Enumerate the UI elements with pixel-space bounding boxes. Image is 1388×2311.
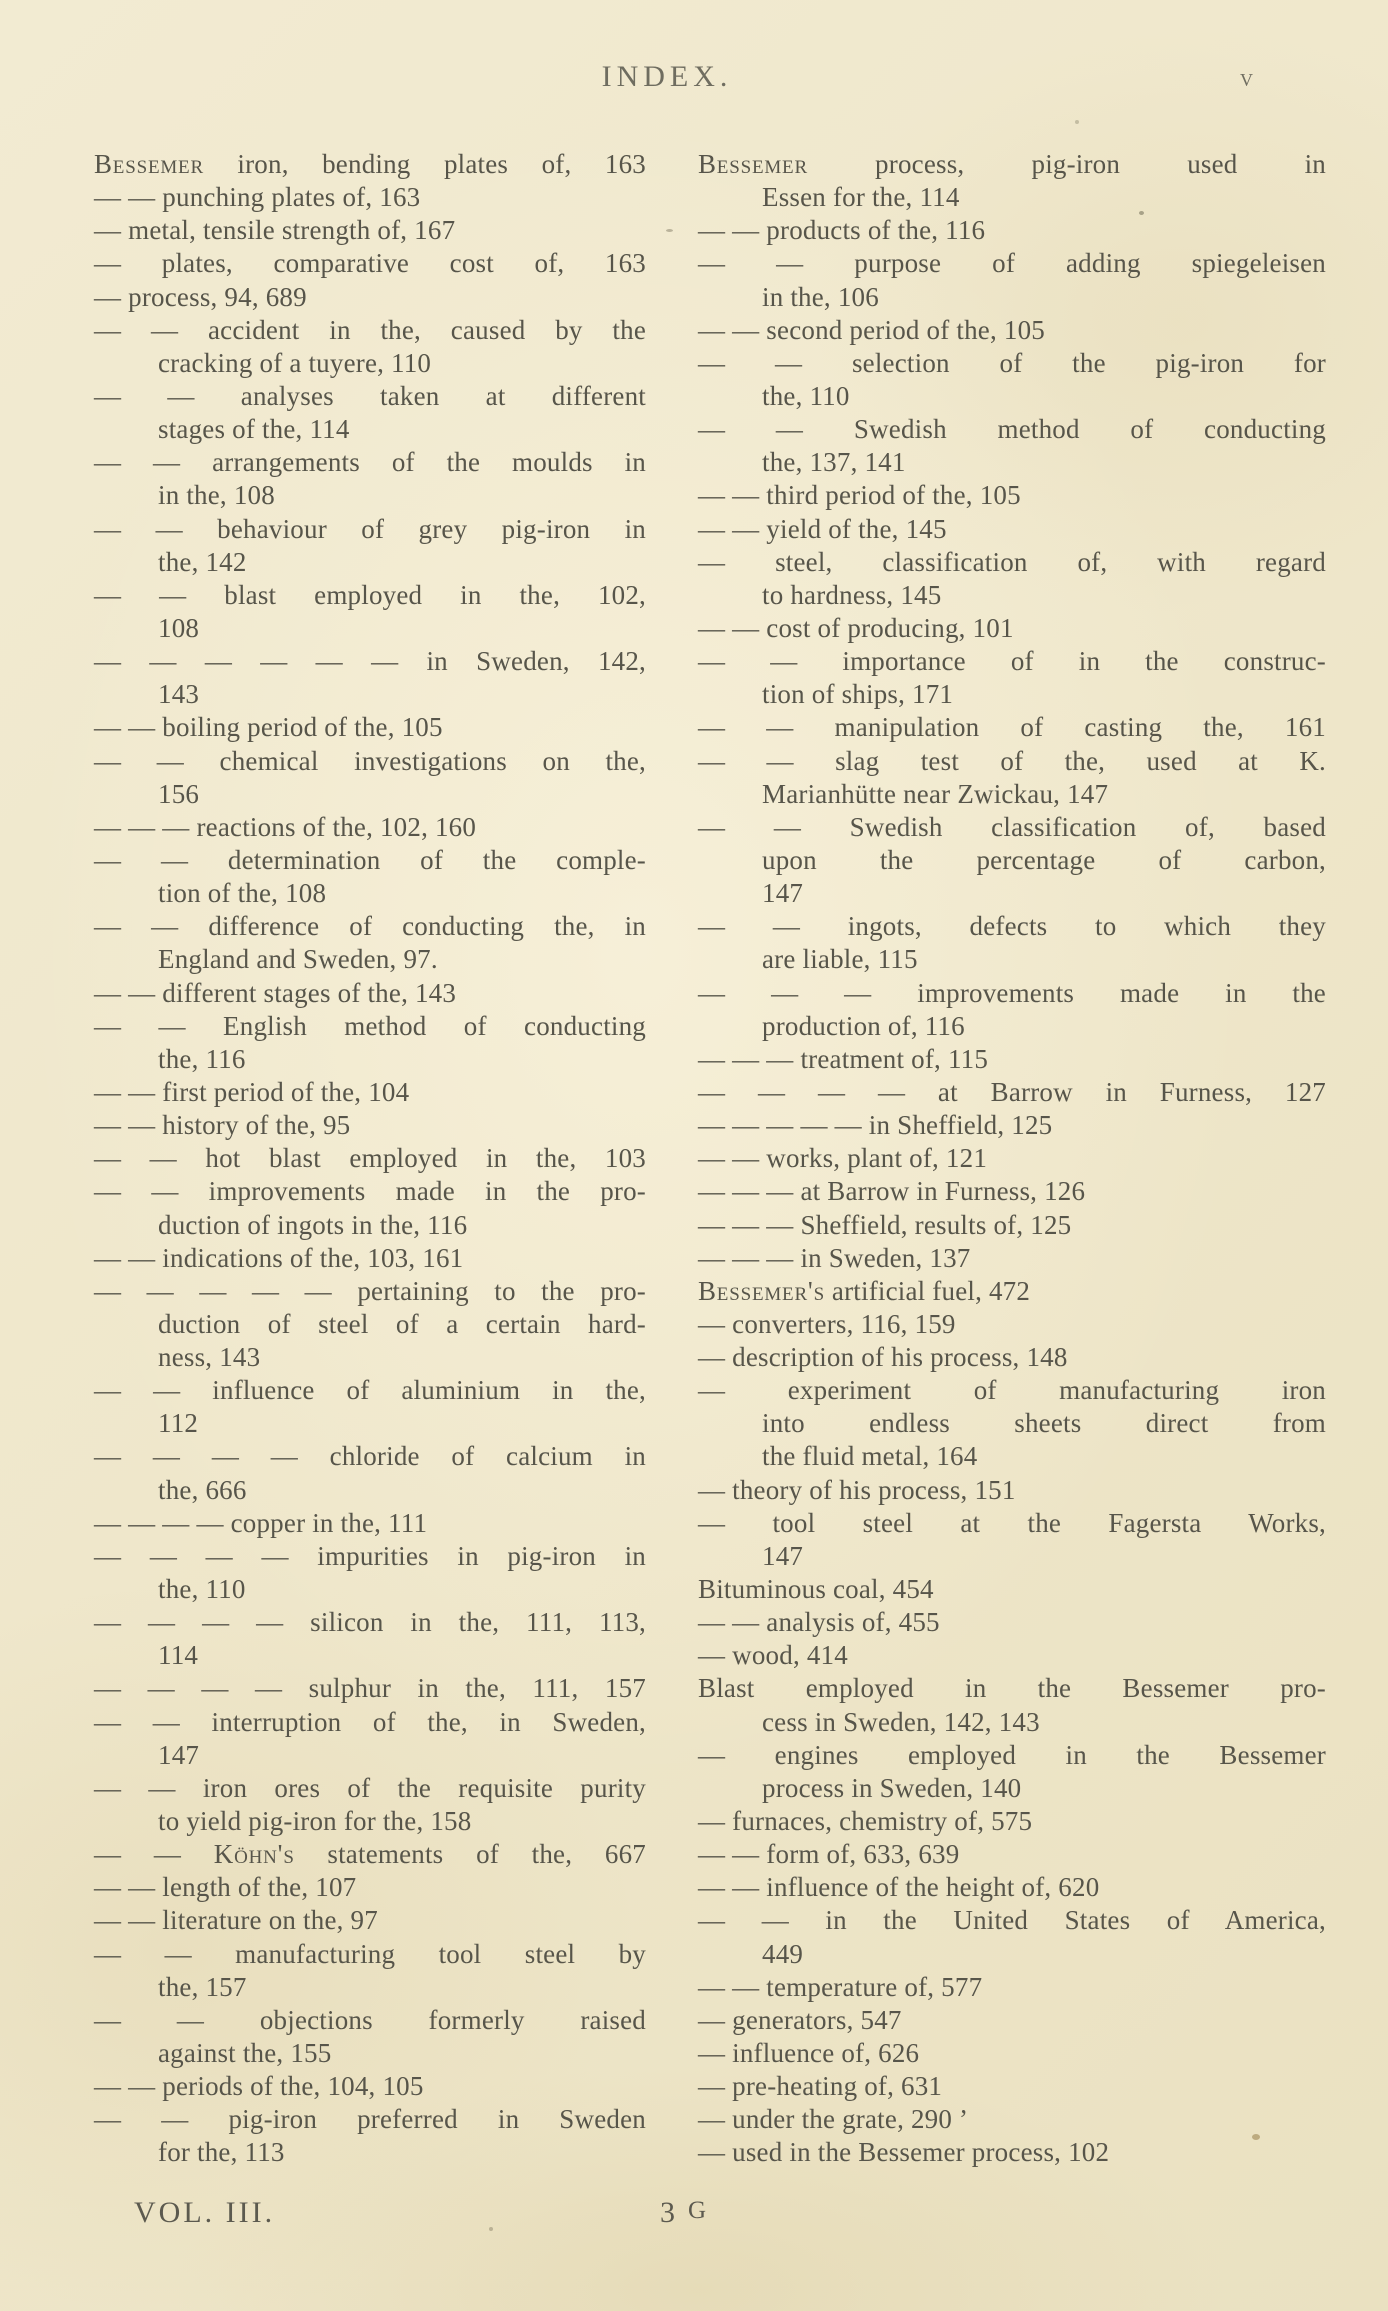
index-line: — — chemical investigations on the,	[94, 745, 646, 776]
index-line	[698, 148, 1326, 181]
page-number: v	[1240, 63, 1253, 92]
small-caps-headword: Bessemer	[698, 149, 808, 179]
index-line	[94, 1838, 646, 1871]
index-line: 143	[158, 679, 200, 710]
index-line: the fluid metal, 164	[762, 1441, 978, 1472]
index-line: Marianhütte near Zwickau, 147	[762, 778, 1109, 809]
index-line: — — determination of the comple-	[94, 844, 646, 875]
index-line: — process, 94, 689	[94, 281, 307, 312]
index-line: — tool steel at the Fagersta Works,	[698, 1507, 1326, 1538]
index-line: duction of ingots in the, 116	[158, 1209, 468, 1240]
index-line: — — in the United States of America,	[698, 1905, 1326, 1936]
index-line: — — products of the, 116	[698, 215, 986, 246]
index-line: to hardness, 145	[762, 579, 942, 610]
index-line: the, 666	[158, 1474, 247, 1505]
index-line: — — English method of conducting	[94, 1010, 646, 1041]
index-line: — — ingots, defects to which they	[698, 911, 1326, 942]
index-line: — — — — — — in Sweden, 142,	[94, 646, 646, 677]
index-line: — — indications of the, 103, 161	[94, 1242, 464, 1273]
index-line: cess in Sweden, 142, 143	[762, 1706, 1040, 1737]
index-line: 147	[762, 878, 804, 909]
index-line: — — — — sulphur in the, 111, 157	[94, 1673, 646, 1704]
index-line: for the, 113	[158, 2137, 285, 2168]
index-line: — — form of, 633, 639	[698, 1839, 960, 1870]
index-line: upon the percentage of carbon,	[762, 844, 1326, 875]
index-line: — — second period of the, 105	[698, 314, 1045, 345]
index-line: 108	[158, 612, 200, 643]
index-line: are liable, 115	[762, 944, 918, 975]
signature-number: 3	[660, 2196, 675, 2229]
index-line: 147	[158, 1739, 200, 1770]
index-line: — — pig-iron preferred in Sweden	[94, 2104, 646, 2135]
index-line: — — — — at Barrow in Furness, 127	[698, 1076, 1326, 1107]
index-line: tion of the, 108	[158, 878, 327, 909]
index-line: — — yield of the, 145	[698, 513, 947, 544]
index-line: — — interruption of the, in Sweden,	[94, 1706, 646, 1737]
page-title: INDEX.	[601, 60, 733, 93]
index-line: — — arrangements of the moulds in	[94, 447, 646, 478]
ink-speck	[1139, 211, 1144, 215]
index-line: tion of ships, 171	[762, 679, 954, 710]
index-line: — — influence of the height of, 620	[698, 1872, 1100, 1903]
index-line: — steel, classification of, with regard	[698, 546, 1326, 577]
index-line: 112	[158, 1408, 199, 1439]
index-line: — — blast employed in the, 102,	[94, 579, 646, 610]
index-line: the, 137, 141	[762, 447, 906, 478]
index-line: ness, 143	[158, 1342, 261, 1373]
index-line: — — — — impurities in pig-iron in	[94, 1540, 646, 1571]
index-line: — — — — — in Sheffield, 125	[698, 1110, 1053, 1141]
index-line: — under the grate, 290 ’	[698, 2104, 969, 2135]
index-line: — — analyses taken at different	[94, 380, 646, 411]
index-line: stages of the, 114	[158, 414, 350, 445]
index-line: — — — reactions of the, 102, 160	[94, 811, 477, 842]
index-line: — — — in Sweden, 137	[698, 1242, 971, 1273]
ink-speck	[489, 2227, 493, 2231]
index-line: cracking of a tuyere, 110	[158, 347, 432, 378]
index-line-text: — —	[94, 1839, 214, 1870]
index-line: England and Sweden, 97.	[158, 944, 438, 975]
index-line: — — — — — pertaining to the pro-	[94, 1275, 646, 1306]
index-line: — — cost of producing, 101	[698, 612, 1014, 643]
index-line: — — analysis of, 455	[698, 1607, 940, 1638]
index-line: — — iron ores of the requisite purity	[94, 1772, 646, 1803]
small-caps-headword: Bessemer	[94, 149, 204, 179]
printers-signature	[660, 2196, 706, 2230]
index-line: — — selection of the pig-iron for	[698, 347, 1326, 378]
index-line: — — manipulation of casting the, 161	[698, 712, 1326, 743]
signature-letter: G	[688, 2197, 707, 2224]
ink-speck	[666, 229, 673, 232]
index-line: — — accident in the, caused by the	[94, 314, 646, 345]
index-line-text: process, pig-iron used in	[807, 149, 1326, 179]
volume-label: VOL. III.	[134, 2196, 276, 2229]
index-line: — — hot blast employed in the, 103	[94, 1143, 646, 1174]
index-line: — influence of, 626	[698, 2038, 920, 2069]
index-line: — experiment of manufacturing iron	[698, 1375, 1326, 1406]
index-line: — — — — silicon in the, 111, 113,	[94, 1607, 646, 1638]
index-line: Blast employed in the Bessemer pro-	[698, 1673, 1326, 1704]
index-line: — — improvements made in the pro-	[94, 1176, 646, 1207]
index-line: — — difference of conducting the, in	[94, 911, 646, 942]
index-line: — — purpose of adding spiegeleisen	[698, 248, 1326, 279]
index-line: — — slag test of the, used at K.	[698, 745, 1326, 776]
index-line: process in Sweden, 140	[762, 1772, 1022, 1803]
index-line: — description of his process, 148	[698, 1342, 1068, 1373]
index-line: — engines employed in the Bessemer	[698, 1739, 1326, 1770]
index-line: — — first period of the, 104	[94, 1076, 410, 1107]
index-line: — — influence of aluminium in the,	[94, 1375, 646, 1406]
index-line-text: artificial fuel, 472	[824, 1275, 1031, 1306]
index-line: in the, 106	[762, 281, 879, 312]
index-line: production of, 116	[762, 1010, 965, 1041]
index-line: — — — — copper in the, 111	[94, 1507, 428, 1538]
index-line: — — objections formerly raised	[94, 2004, 646, 2035]
index-line: — — — improvements made in the	[698, 977, 1326, 1008]
index-line: — — punching plates of, 163	[94, 182, 421, 213]
index-line: 449	[762, 1938, 804, 1969]
index-line: Bituminous coal, 454	[698, 1574, 934, 1605]
index-line: — converters, 116, 159	[698, 1308, 956, 1339]
index-line: the, 116	[158, 1043, 246, 1074]
index-line: — — Swedish classification of, based	[698, 811, 1326, 842]
index-line: — — third period of the, 105	[698, 480, 1021, 511]
index-line: 156	[158, 778, 200, 809]
index-line: — — behaviour of grey pig-iron in	[94, 513, 646, 544]
index-line: — wood, 414	[698, 1640, 848, 1671]
index-line: the, 110	[762, 380, 850, 411]
index-line: — — different stages of the, 143	[94, 977, 457, 1008]
index-line: — theory of his process, 151	[698, 1474, 1016, 1505]
small-caps-headword: Köhn's	[213, 1839, 295, 1870]
index-column-right	[698, 148, 1326, 2170]
index-line: — — boiling period of the, 105	[94, 712, 443, 743]
index-line: — — manufacturing tool steel by	[94, 1938, 646, 1969]
index-line: — — literature on the, 97	[94, 1905, 378, 1936]
index-line: — — works, plant of, 121	[698, 1143, 988, 1174]
index-line: duction of steel of a certain hard-	[158, 1308, 646, 1339]
index-column-left	[94, 148, 646, 2170]
index-line: — pre-heating of, 631	[698, 2071, 943, 2102]
index-line: 147	[762, 1540, 804, 1571]
index-line	[698, 1275, 1326, 1308]
index-line: — — — treatment of, 115	[698, 1043, 989, 1074]
index-line: — — — at Barrow in Furness, 126	[698, 1176, 1086, 1207]
index-line: 114	[158, 1640, 199, 1671]
index-line: the, 157	[158, 1971, 247, 2002]
index-line: — — Swedish method of conducting	[698, 414, 1326, 445]
index-line: — — — Sheffield, results of, 125	[698, 1209, 1072, 1240]
index-line: — — periods of the, 104, 105	[94, 2071, 424, 2102]
index-line-text: statements of the, 667	[294, 1839, 646, 1870]
index-line: — metal, tensile strength of, 167	[94, 215, 456, 246]
index-line: — — importance of in the construc-	[698, 646, 1326, 677]
index-line-text: iron, bending plates of, 163	[203, 149, 646, 179]
ink-speck	[1252, 2134, 1260, 2140]
index-line: the, 142	[158, 546, 247, 577]
index-line: Essen for the, 114	[762, 182, 960, 213]
index-line: — furnaces, chemistry of, 575	[698, 1806, 1033, 1837]
index-line: — — temperature of, 577	[698, 1971, 983, 2002]
index-line: — — history of the, 95	[94, 1110, 351, 1141]
index-line: into endless sheets direct from	[762, 1408, 1326, 1439]
index-line: — — — — chloride of calcium in	[94, 1441, 646, 1472]
index-line: against the, 155	[158, 2038, 332, 2069]
index-line: to yield pig-iron for the, 158	[158, 1806, 472, 1837]
index-line: — — length of the, 107	[94, 1872, 357, 1903]
ink-speck	[1075, 120, 1079, 124]
index-line: in the, 108	[158, 480, 275, 511]
index-line: — plates, comparative cost of, 163	[94, 248, 646, 279]
index-line: the, 110	[158, 1574, 246, 1605]
small-caps-headword: Bessemer's	[698, 1275, 825, 1306]
index-line	[94, 148, 646, 181]
index-line: — generators, 547	[698, 2004, 902, 2035]
index-line: — used in the Bessemer process, 102	[698, 2137, 1110, 2168]
